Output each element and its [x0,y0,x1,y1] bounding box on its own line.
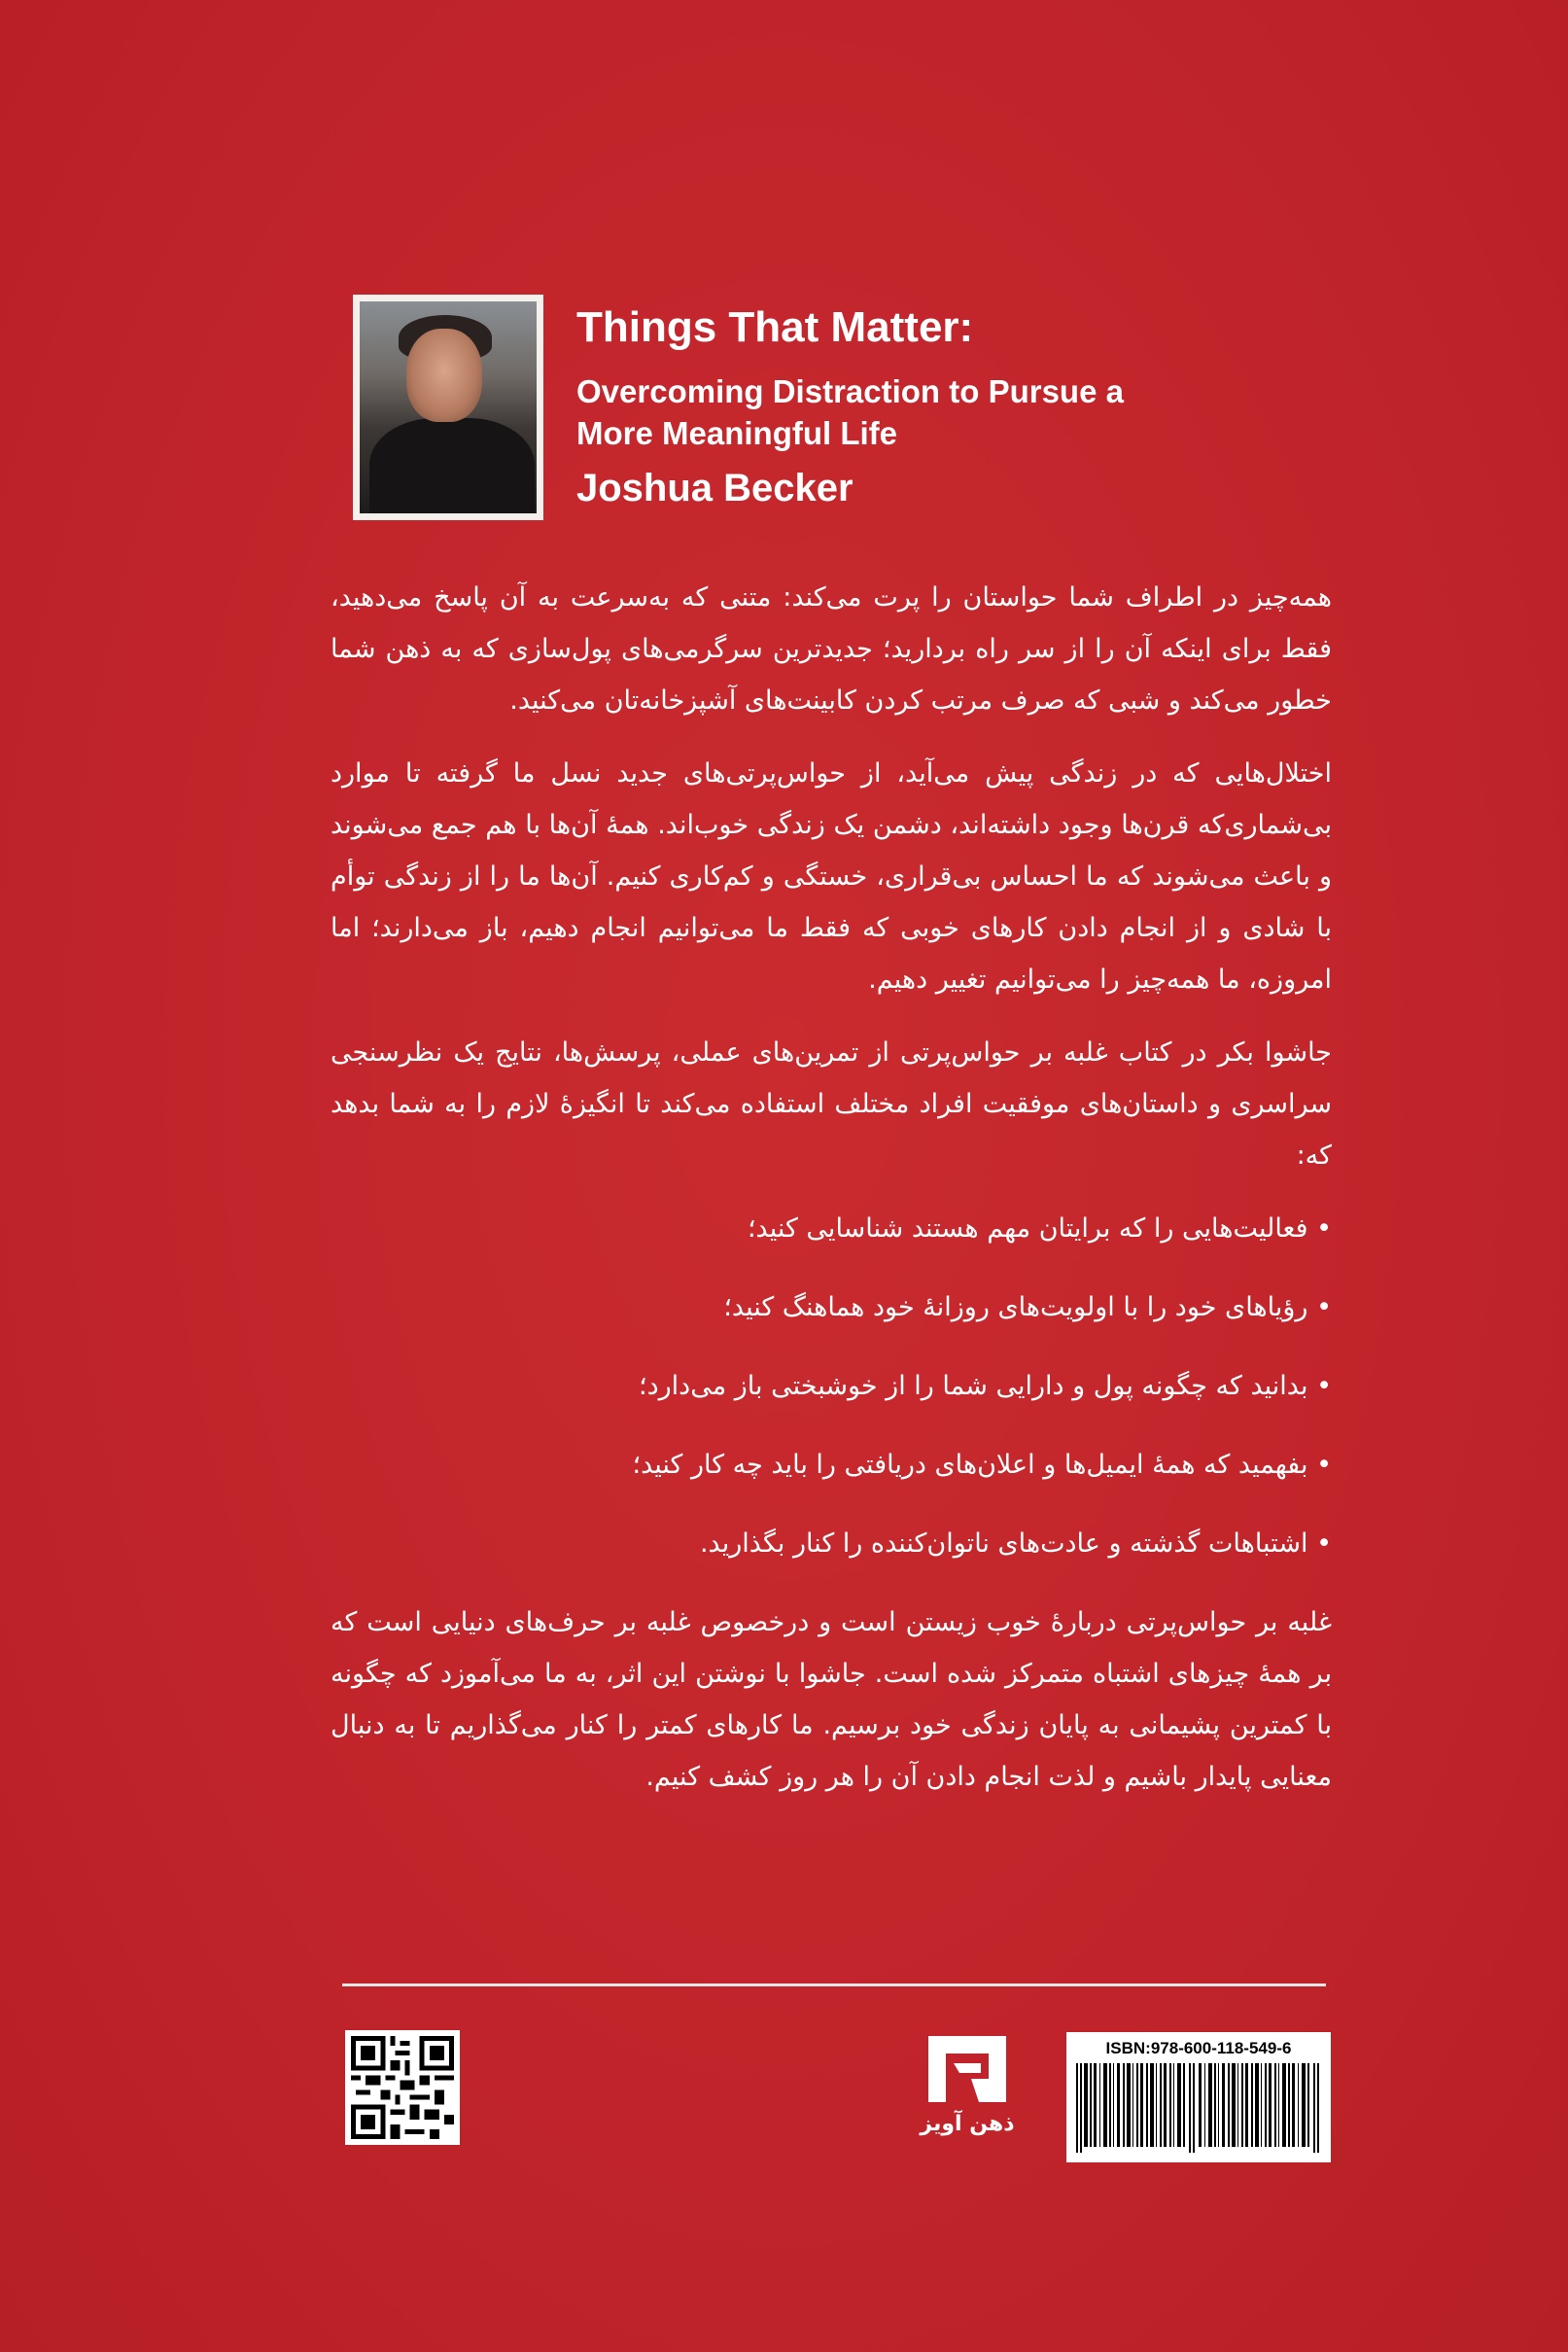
blurb-text [331,572,1332,1824]
barcode-icon [1074,2063,1323,2153]
barcode-block [1066,2032,1331,2162]
bullet-item-5: • اشتباهات گذشته و عادت‌های ناتوان‌کننده را کنار بگذارید. [331,1518,1332,1569]
paragraph-2: اختلال‌هایی که در زندگی پیش می‌آید، از حواس‌پرتی‌های جدید نسل ما گرفته تا موارد بی‌شماری‌که قرن‌ها وجود داشته‌اند، دشمن یک زندگی خوب‌اند. همهٔ آن‌ها با هم جمع می‌شوند و باعث می‌شوند که ما احساس بی‌قراری، خستگی و کم‌کاری کنیم. آن‌ها ما را از زندگی توأم با شادی و از انجام دادن کارهای خوبی که فقط ما می‌توانیم انجام دهیم، باز می‌دارند؛ اما امروزه، ما همه‌چیز را می‌توانیم تغییر دهیم. [331,758,1332,995]
publisher-logo [914,2030,1021,2157]
paragraph-1: همه‌چیز در اطراف شما حواستان را پرت می‌کند: متنی که به‌سرعت به آن پاسخ می‌دهید، فقط برای اینکه آن را از سر راه بردارید؛ جدیدترین سرگرمی‌های پول‌سازی که به ذهن شما خطور می‌کند و شبی که صرف مرتب کردن کابینت‌های آشپزخانه‌تان می‌کنید. [331,582,1332,716]
subtitle-line-2: More Meaningful Life [576,415,897,451]
publisher-name: ذهن آویز [920,2112,1015,2136]
footer-divider [342,1983,1326,1986]
bullet-item-1: • فعالیت‌هایی را که برایتان مهم هستند شناسایی کنید؛ [331,1203,1332,1254]
author-name: Joshua Becker [576,467,854,509]
title-block [576,295,1237,512]
closing-paragraph: غلبه بر حواس‌پرتی دربارهٔ خوب زیستن است و درخصوص غلبه بر حرف‌های دنیایی است که بر همهٔ چیزهای اشتباه متمرکز شده است. جاشوا با نوشتن این اثر، به ما می‌آموزد که چگونه با کمترین پشیمانی به پایان زندگی خود برسیم. ما کارهای کمتر را کنار می‌گذاریم تا به دنبال معنایی پایدار باشیم و لذت انجام دادن آن را هر روز کشف کنیم. [331,1607,1332,1792]
bullet-item-3: • بدانید که چگونه پول و دارایی شما را از خوشبختی باز می‌دارد؛ [331,1360,1332,1412]
book-title: Things That Matter: [576,303,974,351]
paragraph-3: جاشوا بکر در کتاب غلبه بر حواس‌پرتی از تمرین‌های عملی، پرسش‌ها، نتایج یک نظرسنجی سراسری و داستان‌های موفقیت افراد مختلف استفاده می‌کند تا انگیزهٔ لازم را به شما بدهد که: [331,1037,1332,1171]
publisher-logo-icon [921,2030,1014,2108]
bullet-item-2: • رؤیاهای خود را با اولویت‌های روزانهٔ خود هماهنگ کنید؛ [331,1281,1332,1333]
isbn-number: ISBN:978-600-118-549-6 [1105,2039,1292,2057]
bullet-list [331,1203,1332,1569]
book-subtitle [576,370,1237,454]
author-photo [353,295,543,520]
book-header [353,295,1228,528]
qr-code-icon [345,2030,460,2145]
subtitle-line-1: Overcoming Distraction to Pursue a [576,373,1124,409]
bullet-item-4: • بفهمید که همهٔ ایمیل‌ها و اعلان‌های دریافتی را باید چه کار کنید؛ [331,1439,1332,1491]
